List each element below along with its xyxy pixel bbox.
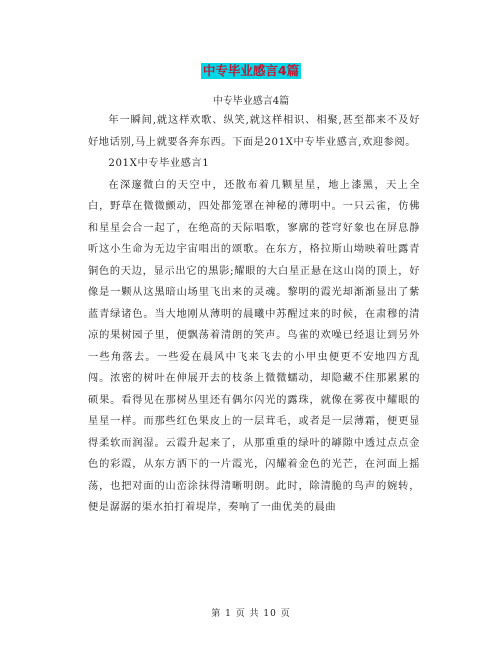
title-container: [0, 60, 502, 79]
section-heading: 201X中专毕业感言1: [108, 158, 210, 169]
page-footer: 第 1 页 共 10 页: [211, 609, 291, 619]
document-subtitle: 中专毕业感言4篇: [212, 96, 290, 107]
document-content: [88, 110, 420, 519]
document-title: 中专毕业感言4篇: [202, 63, 300, 78]
intro-paragraph: 年一瞬间,就这样欢歌、纵笑,就这样相识、相聚,甚至都来不及好好地话别,马上就要各奔东西。下面是201X中专毕业感言,欢迎参阅。: [88, 115, 420, 148]
body-paragraph: 在深邃微白的天空中，还散布着几颗星星，地上漆黑，天上全白，野草在微微颤动，四处都笼罩在神秘的薄明中。一只云雀，仿佛和星星会合一起了，在绝高的天际唱歌，寥廓的苍穹好象也在屏息静听这小生命为无边宇宙唱出的颂歌。在东方，格拉斯山坳映着吐露青铜色的天边，显示出它的黑影;耀眼的大白星正悬在这山岗的顶上，好像是一颗从这黑暗山场里飞出来的灵魂。黎明的霞光却渐渐显出了紫蓝青绿诸色。当大地刚从薄明的晨曦中苏醒过来的时候，在肃穆的清凉的果树园子里，便飘荡着清朗的笑声。鸟雀的欢噪已经退让到另外一些角落去。一些爱在晨风中飞来飞去的小甲虫便更不安地四方乱闯。浓密的树叶在伸展开去的枝条上微微蠕动，却隐藏不住那累累的硕果。看得见在那树丛里还有偶尔闪光的露珠，就像在雾夜中耀眼的星星一样。而那些红色果皮上的一层茸毛，或者是一层薄霜，便更显得柔软而润湿。云霞升起来了，从那重重的绿叶的罅隙中透过点点金色的彩霞，从东方洒下的一片霞光，闪耀着金色的光芒，在河面上摇荡，也把对面的山峦涂抹得清晰明朗。此时，除清脆的鸟声的婉转，便是潺潺的渠水拍打着堤岸，奏响了一曲优美的晨曲: [88, 179, 420, 513]
